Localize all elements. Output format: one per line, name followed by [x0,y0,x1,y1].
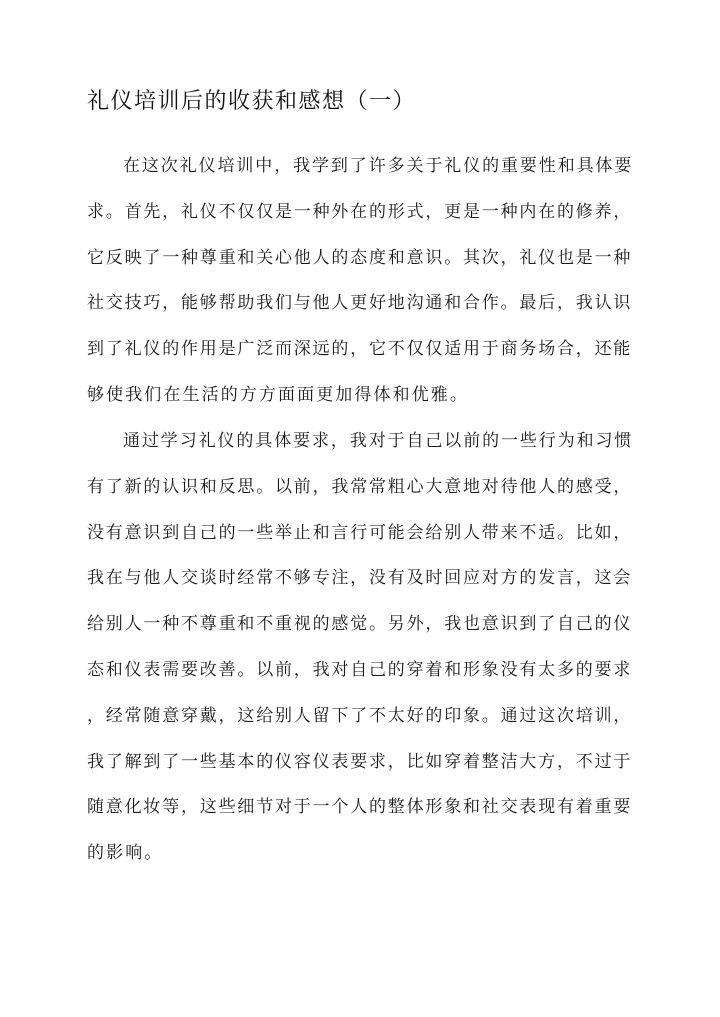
paragraph-line: 够使我们在生活的方方面面更加得体和优雅。 [87,384,469,405]
paragraph-line: 有了新的认识和反思。以前，我常常粗心大意地对待他人的感受， [87,476,633,497]
paragraph-line: 的影响。 [87,843,164,864]
document-title: 礼仪培训后的收获和感想（一） [87,89,417,114]
paragraph-line: 在这次礼仪培训中，我学到了许多关于礼仪的重要性和具体要 [123,156,634,176]
paragraph-line: 通过学习礼仪的具体要求，我对于自己以前的一些行为和习惯 [123,431,634,451]
paragraph-line: 我在与他人交谈时经常不够专注，没有及时回应对方的发言，这会 [87,568,633,589]
paragraph-line: 我了解到了一些基本的仪容仪表要求，比如穿着整洁大方，不过于 [87,751,633,772]
paragraph-line: ，经常随意穿戴，这给别人留下了不太好的印象。通过这次培训， [87,705,633,726]
paragraph-line: 随意化妆等，这些细节对于一个人的整体形象和社交表现有着重要 [87,797,633,818]
paragraph-line: 它反映了一种尊重和关心他人的态度和意识。其次，礼仪也是一种 [87,247,633,268]
paragraph-line: 没有意识到自己的一些举止和言行可能会给别人带来不适。比如， [87,522,633,543]
paragraph-line: 到了礼仪的作用是广泛而深远的，它不仅仅适用于商务场合，还能 [87,339,633,360]
paragraph-2 [87,424,633,882]
paragraph-line: 社交技巧，能够帮助我们与他人更好地沟通和合作。最后，我认识 [87,293,633,314]
paragraph-1 [87,149,633,424]
paragraph-line: 给别人一种不尊重和不重视的感觉。另外，我也意识到了自己的仪 [87,614,633,635]
paragraph-line: 求。首先，礼仪不仅仅是一种外在的形式，更是一种内在的修养， [87,201,633,222]
paragraph-line: 态和仪表需要改善。以前，我对自己的穿着和形象没有太多的要求 [87,659,633,680]
